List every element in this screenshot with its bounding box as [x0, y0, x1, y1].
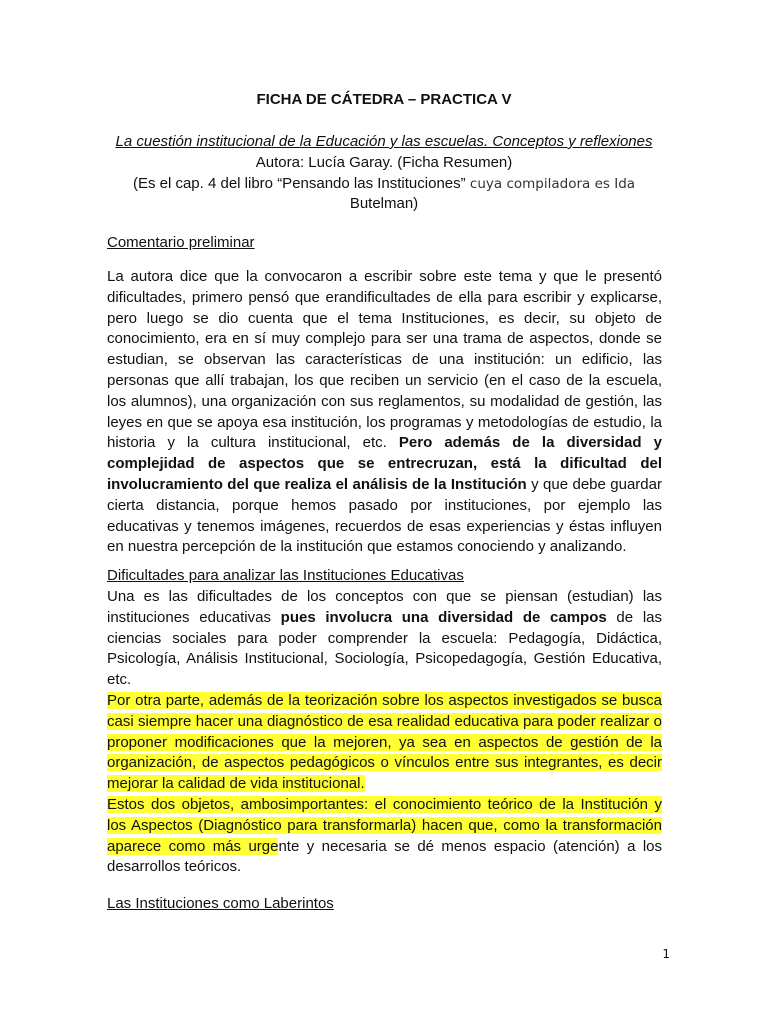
- section-heading-laberintos: Las Instituciones como Laberintos: [107, 895, 334, 912]
- paragraph-text: nte y necesaria se dé menos espacio (atención) a los desarrollos teóricos.: [107, 837, 662, 876]
- document-title: FICHA DE CÁTEDRA – PRACTICA V: [256, 91, 512, 108]
- highlighted-text: Estos dos objetos, ambosimportantes: el conocimiento teórico de la Institución y los Aspectos (Diagnóstico para transformarla) hacen que, como la transformación aparece como más urge: [107, 795, 662, 855]
- section-heading-comentario: Comentario preliminar: [107, 234, 255, 251]
- source-line-part-b: cuya compiladora es Ida: [465, 175, 636, 192]
- paragraph-bold-text: Pero además de la diversidad y complejidad de aspectos que se entrecruzan, está la dificultad del involucramiento del que realiza el análisis de la Institución: [107, 434, 662, 493]
- paragraph-dificultades-2: [107, 691, 662, 795]
- paragraph-text: La autora dice que la convocaron a escribir sobre este tema y que le presentó dificultades, primero pensó que erandificultades de ella para escribir y explicarse, pero luego se dio cuenta que el tema Instituciones, es decir, su objeto de conocimiento, era en sí muy complejo para ser una trama de aspectos, donde se estudian, se observan las características de una institución: un edificio, las personas que allí trabajan, los que reciben un servicio (en el caso de la escuela, los alumnos), una organización con sus reglamentos, su modalidad de gestión, las leyes en que se apoya esa institución, los programas y metodologías de estudio, la historia y la cultura institucional, etc.: [107, 268, 662, 452]
- source-line: [100, 174, 668, 195]
- paragraph-bold-text: pues involucra una diversidad de campos: [280, 608, 607, 626]
- paragraph-text: de las ciencias sociales para poder comprender la escuela: Pedagogía, Didáctica, Psicología, Análisis Institucional, Sociología, Psicopedagogía, Gestión Educativa, etc.: [107, 608, 662, 689]
- paragraph-text: Una es las dificultades de los conceptos con que se piensan (estudian) las instituciones educativas: [107, 588, 662, 626]
- highlighted-text: Por otra parte, además de la teorización sobre los aspectos investigados se busca casi siempre hacer una diagnóstico de esa realidad educativa para poder realizar o proponer modificaciones que la mejoren, ya sea en aspectos de gestión de la organización, de aspectos pedagógicos o vínculos entre sus integrantes, es decir mejorar la calidad de vida institucional.: [107, 691, 662, 793]
- section-body-dificultades: [107, 587, 662, 878]
- paragraph-dificultades-1: [107, 587, 662, 691]
- document-subtitle: La cuestión institucional de la Educación y las escuelas. Conceptos y reflexiones: [115, 133, 653, 150]
- source-line-part-a: (Es el cap. 4 del libro “Pensando las Instituciones”: [132, 174, 466, 192]
- source-line-continuation: Butelman): [349, 195, 419, 213]
- section-heading-dificultades: Dificultades para analizar las Instituciones Educativas: [107, 567, 464, 584]
- paragraph-dificultades-3: [107, 795, 662, 878]
- paragraph-text: y que debe guardar cierta distancia, porque hemos pasado por instituciones, por ejemplo las educativas y tenemos imágenes, recuerdos de esas experiencias y éstas influyen en nuestra percepción de la institución que estamos conociendo y analizando.: [107, 475, 662, 556]
- author-line: Autora: Lucía Garay. (Ficha Resumen): [255, 153, 513, 171]
- document-header: [100, 132, 668, 215]
- page-number: 1: [662, 947, 670, 961]
- paragraph-comentario: [107, 267, 662, 558]
